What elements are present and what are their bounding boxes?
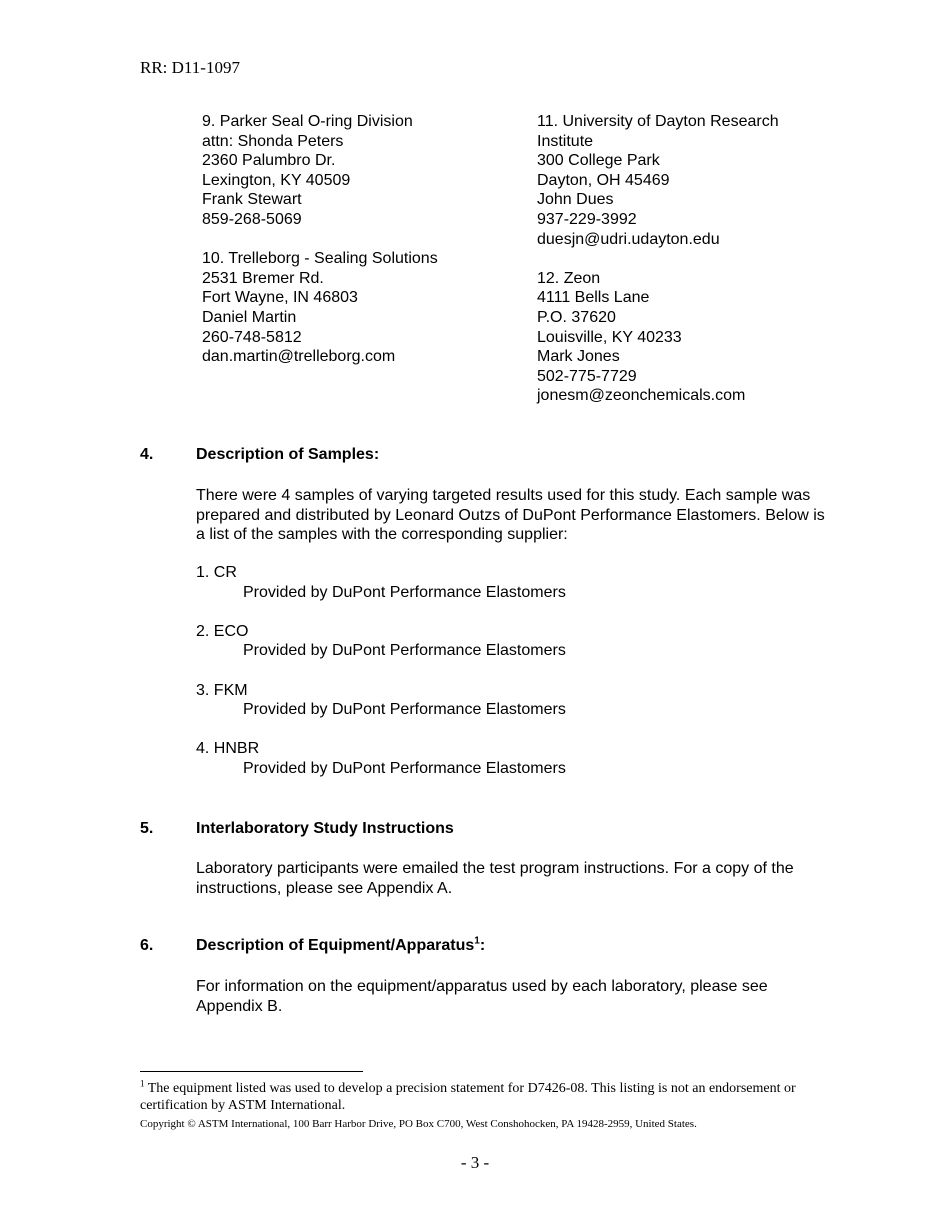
contact-email: jonesm@zeonchemicals.com	[537, 387, 746, 405]
section-4-heading	[140, 445, 379, 465]
contact-line: P.O. 37620	[537, 308, 616, 326]
footnote-reference: 1	[474, 935, 480, 947]
section-title: Description of Samples:	[196, 446, 380, 463]
section-title-suffix: :	[479, 937, 486, 954]
contact-line: Daniel Martin	[202, 308, 297, 326]
section-4-paragraph: There were 4 samples of varying targeted results used for this study. Each sample was prepared and distributed by Leonard Outzs of DuPont Performance Elastomers. Below is a list of the samples with the corresponding supplier:	[196, 487, 825, 544]
contact-line: 2360 Palumbro Dr.	[202, 152, 336, 170]
contact-email: dan.martin@trelleborg.com	[202, 348, 396, 366]
section-5-paragraph: Laboratory participants were emailed the test program instructions. For a copy of the instructions, please see Appendix A.	[196, 860, 794, 897]
contact-line: Mark Jones	[537, 348, 620, 366]
page-number: - 3 -	[460, 1153, 490, 1172]
report-id-header: RR: D11-1097	[140, 58, 240, 77]
contact-email: duesjn@udri.udayton.edu	[537, 230, 720, 248]
contact-line: Dayton, OH 45469	[537, 171, 670, 189]
sample-item	[196, 563, 566, 602]
section-number: 4.	[140, 446, 154, 463]
contact-line: Frank Stewart	[202, 191, 302, 209]
sample-provider: Provided by DuPont Performance Elastomers	[243, 642, 566, 660]
contact-trelleborg	[202, 249, 502, 367]
copyright-notice: Copyright © ASTM International, 100 Barr Harbor Drive, PO Box C700, West Conshohocken, PA 19428-2959, United States.	[140, 1118, 697, 1130]
contact-line: John Dues	[537, 191, 614, 209]
contact-line: 12. Zeon	[537, 269, 601, 287]
footnote-text: The equipment listed was used to develop a precision statement for D7426-08. This listing is not an endorsement or certification by ASTM International.	[140, 1081, 796, 1113]
sample-item	[196, 622, 566, 661]
contact-line: Fort Wayne, IN 46803	[202, 289, 358, 307]
contact-line: 4111 Bells Lane	[537, 289, 650, 307]
sample-list	[196, 563, 566, 798]
contact-line: 937-229-3992	[537, 210, 637, 228]
contact-parker-seal	[202, 112, 502, 230]
section-number: 6.	[140, 937, 154, 954]
sample-label: 4. HNBR	[196, 740, 260, 758]
section-6-paragraph: For information on the equipment/apparatus used by each laboratory, please see Appendix B.	[196, 978, 768, 1015]
contact-line: Louisville, KY 40233	[537, 328, 682, 346]
contacts-left-column	[202, 112, 502, 386]
contact-line: Lexington, KY 40509	[202, 171, 351, 189]
sample-provider: Provided by DuPont Performance Elastomers	[243, 583, 566, 601]
contacts-right-column	[537, 112, 837, 426]
sample-label: 1. CR	[196, 564, 237, 581]
sample-item	[196, 681, 566, 720]
contact-line: 859-268-5069	[202, 210, 302, 228]
sample-item	[196, 739, 566, 778]
section-title: Description of Equipment/Apparatus	[196, 937, 475, 954]
contact-line: 2531 Bremer Rd.	[202, 269, 324, 287]
section-6-heading	[140, 936, 485, 956]
sample-label: 2. ECO	[196, 622, 249, 640]
contact-line: 502-775-7729	[537, 367, 637, 385]
contact-line: 11. University of Dayton Research	[537, 113, 779, 130]
contact-line: attn: Shonda Peters	[202, 132, 344, 150]
section-5-heading	[140, 819, 454, 839]
section-number: 5.	[140, 820, 154, 837]
footnote	[140, 1080, 820, 1114]
contact-line: Institute	[537, 132, 594, 150]
contact-line: 260-748-5812	[202, 328, 302, 346]
footnote-divider	[140, 1071, 363, 1072]
contact-zeon	[537, 269, 837, 406]
sample-provider: Provided by DuPont Performance Elastomers	[243, 759, 566, 777]
contact-university-of-dayton	[537, 112, 837, 249]
section-title: Interlaboratory Study Instructions	[196, 820, 454, 837]
contact-line: 10. Trelleborg - Sealing Solutions	[202, 250, 438, 268]
sample-provider: Provided by DuPont Performance Elastomers	[243, 701, 566, 719]
footnote-marker: 1	[140, 1078, 145, 1089]
contact-line: 300 College Park	[537, 152, 660, 170]
sample-label: 3. FKM	[196, 681, 248, 699]
contact-line: 9. Parker Seal O-ring Division	[202, 113, 413, 130]
